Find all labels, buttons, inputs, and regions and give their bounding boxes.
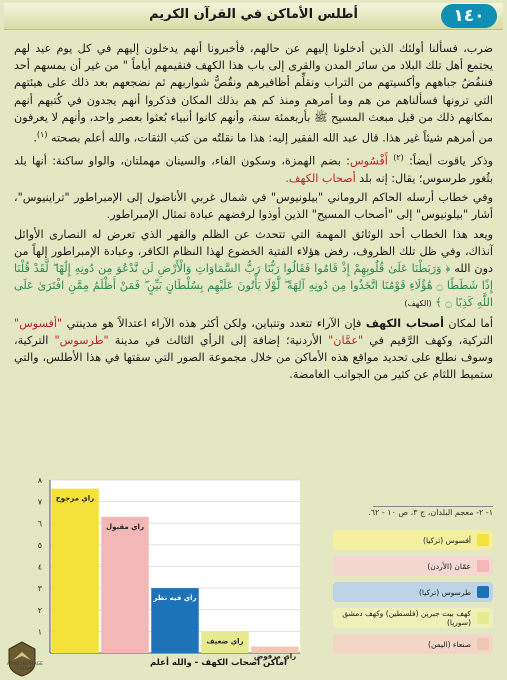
footnote: ١- ٢- معجم البلدان، ج ٣، ص ١٠ - ٦٢.	[368, 508, 493, 517]
legend-item	[333, 582, 493, 602]
term-tarsus: "طرسوس"	[54, 333, 109, 347]
paragraph-2-intro: وذكر ياقوت أيضاً:	[409, 154, 493, 168]
paragraph-5	[14, 315, 493, 384]
term-afsus-city: "أفسوس"	[14, 316, 63, 330]
paragraph-2	[14, 149, 493, 187]
paragraph-5-end: التركية، وسوف نطلع على تحديد مواقع هذه الأماكن من خلال مجموعة الصور التي سقتها في هذا الأطلس، والتي ستميط اللثام عن كثير من الجوانب الغامضة.	[14, 333, 493, 382]
page-title: أطلس الأماكن في القرآن الكريم	[149, 7, 358, 22]
y-tick-label: ٦	[37, 519, 42, 529]
legend-label: كهف بيت جبرين (فلسطين) وكهف دمشق (سوريا)	[342, 609, 471, 627]
y-tick-label: ٥	[37, 540, 42, 550]
legend-swatch	[477, 534, 489, 546]
body-text	[14, 40, 493, 385]
bar-data-label: راي مقبول	[106, 522, 144, 531]
term-ashab-alkahf: أصحاب الكهف.	[285, 171, 356, 185]
y-tick-label: ٣	[37, 584, 42, 594]
legend-label: عمّان (الأردن)	[427, 561, 471, 571]
footnote-ref-1: (١)	[36, 130, 48, 140]
term-amman: "عمَّان"	[328, 333, 364, 347]
paragraph-5-part-d: الأردنية؛ إضافة إلى الرأي الثالث في مدينة	[114, 333, 322, 347]
forum-logo-icon	[5, 640, 39, 678]
bar-data-label: راي مرفوض	[253, 652, 297, 661]
term-ashab-alkahf-bold: أصحاب الكهف	[365, 316, 444, 330]
legend-swatch	[477, 612, 489, 624]
bar-data-label: راي مرجوح	[55, 494, 95, 503]
paragraph-5-part-c: التركية، وكهف الرَّقيم في	[369, 333, 493, 347]
chart-bar	[101, 517, 149, 653]
y-tick-label: ٧	[37, 497, 42, 507]
paragraph-5-start: أما لمكان	[448, 316, 494, 330]
bar-data-label: راي ضعيف	[206, 637, 244, 646]
legend-item	[333, 556, 493, 576]
paragraph-1: ضرب، فسألنا أولئك الذين أدخلونا إليهم عن حالهم، فأخبرونا أنهم يدخلون إليهم في كل يوم عيد لهم يجتمع أهل تلك البلاد من سائر المدن والقرى إلى باب هذا الكهف فنقيمهم أياماً " من غير أن يمسهم أحد فننفُضُ جباههم وأكسيتهم من التراب ونقلِّم أظافيرهم ونقُصُّ شواربهم ثم نضجعهم بعد ذلك على هيئتهم التي ترونها فسألناهم من هم وما أمرهم ومنذ كم هم بذلك المكان فذكروا أنهم يجدون في كُتبهم أنهم بمكانهم ذلك من قبل مبعث المسيح ﷺ بأربعمئة سنة، وأنهم كانوا أنبياء بُعثوا بعصر واحد، وأنهم لا يعرفون من أمرهم شيئاً غير هذا. قال عبد الله الفقير إليه: هذا ما نقلتُه من كتب الثقات، والله أعلم بصحته $^{(١)}$.	[14, 42, 493, 145]
footnote-ref-2: (٢)	[393, 152, 404, 162]
page-header	[4, 3, 503, 30]
y-tick-label: ٤	[37, 562, 42, 572]
legend-label: صنعاء (اليمن)	[428, 639, 471, 649]
legend-swatch	[477, 560, 489, 572]
legend-item	[333, 608, 493, 628]
y-tick-label: ١	[37, 627, 42, 637]
paragraph-5-part-b: فإن الآراء تتعدد وتتباين، ولكن أكثر هذه الآراء اعتدالاً هو مدينتي	[66, 316, 362, 330]
page-number: ١٤٠	[441, 4, 497, 28]
chart-bar	[51, 489, 99, 653]
y-tick-label: ٢	[37, 605, 42, 615]
legend-item	[333, 634, 493, 654]
quran-verse: ﴿ وَرَبَطْنَا عَلَىٰ قُلُوبِهِمْ إِذْ قَامُوا فَقَالُوا رَبُّنَا رَبُّ السَّمَاوَاتِ وَالْأَرْضِ لَن نَّدْعُوَ مِن دُونِهِ إِلَٰهًا ۖ لَّقَدْ قُلْنَا إِذًا شَطَطًا ۝ هَٰؤُلَاءِ قَوْمُنَا اتَّخَذُوا مِن دُونِهِ آلِهَةً ۖ لَّوْلَا يَأْتُونَ عَلَيْهِم بِسُلْطَانٍ بَيِّنٍ ۖ فَمَنْ أَظْلَمُ مِمَّنِ افْتَرَىٰ عَلَى اللَّهِ كَذِبًا ۝ ﴾	[14, 261, 493, 310]
verse-reference: (الكهف)	[404, 299, 432, 309]
logo-text: ARAB HERITAGE FORUM	[6, 662, 44, 672]
term-afsus: أَفْسُوس	[349, 154, 388, 168]
bar-data-label: راي فيه نظر	[153, 594, 197, 603]
chart-caption: أماكن أصحاب الكهف - والله أعلم	[150, 658, 287, 668]
y-tick-label: ٨	[37, 476, 42, 485]
legend-swatch	[477, 638, 489, 650]
paragraph-2-text: : بضم الهمزة، وسكون الفاء، والسينان مهملتان، والواو ساكنة: أنها بلد بثُغور طرسوس؛ يقال: إنه بلد	[14, 154, 493, 185]
chart-legend	[333, 530, 493, 660]
legend-swatch	[477, 586, 489, 598]
paragraph-4	[14, 226, 493, 313]
legend-item	[333, 530, 493, 550]
legend-label: طرسوس (تركيا)	[418, 587, 471, 597]
paragraph-3: وفي خطاب أرسله الحاكم الروماني "بيلونيوس" في شمال غربي الأناضول إلى الإمبراطور "تراينيوس"، أشار "بيلونيوس" إلى "أصحاب المسيح" الذين أوذوا لرفضهم عبادة تمثال الإمبراطور.	[14, 191, 493, 222]
paragraph-4-text: ويعد هذا الخطاب أحد الوثائق المهمة التي تتحدث عن الظلم والقهر الذي تعرض له النصارى الأوائل آنذاك، وفي ظل تلك الظروف، رفض هؤلاء الفتية الخضوع لهذا النظام الكافر، وعبادة الإمبراطور إلهاً من دون الله	[14, 227, 493, 275]
legend-label: أفسوس (تركيا)	[423, 535, 471, 545]
paragraph-1-text: ضرب، فسألنا أولئك الذين أدخلونا إليهم عن حالهم، فأخبرونا أنهم يدخلون إليهم في كل يوم عيد لهم يجتمع أهل تلك البلاد من سائر المدن والقرى إلى باب هذا الكهف فنقيمهم أياماً " من غير أن يمسهم أحد فننفُضُ جباههم وأكسيتهم من التراب ونقلِّم أظافيرهم ونقُصُّ شواربهم ثم نضجعهم بعد ذلك على هيئتهم التي ترونها فسألناهم من هم وما أمرهم ومنذ كم هم بذلك المكان فذكروا أنهم يجدون في كُتبهم أنهم بمكانهم ذلك من قبل مبعث المسيح ﷺ بأربعمئة سنة، وأنهم كانوا أنبياء بُعثوا بعصر واحد، وأنهم لا يعرفون من أمرهم شيئاً غير هذا. قال عبد الله الفقير إليه: هذا ما نقلتُه من كتب الثقات، والله أعلم بصحته	[14, 42, 493, 145]
